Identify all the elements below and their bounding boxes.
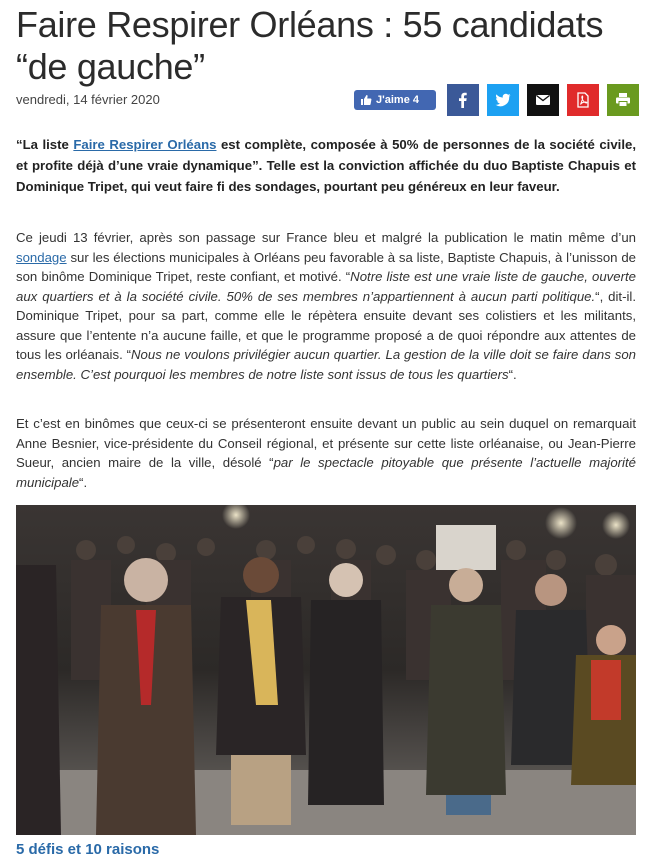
pdf-icon — [574, 91, 592, 109]
share-pdf-button[interactable] — [567, 84, 599, 116]
paragraph-text: “. — [508, 366, 517, 382]
print-icon — [614, 91, 632, 109]
facebook-like-button[interactable] — [354, 90, 436, 110]
article-lead — [16, 134, 636, 197]
paragraph-text: Ce jeudi 13 février, après son passage sur France bleu et malgré la publication le matin même d’un — [16, 230, 636, 245]
share-facebook-button[interactable] — [447, 84, 479, 116]
share-mail-button[interactable] — [527, 84, 559, 116]
article-paragraph — [16, 228, 636, 384]
article-date: vendredi, 14 février 2020 — [16, 92, 160, 107]
article-meta — [16, 84, 641, 118]
paragraph-text: Et c’est en binômes que ceux-ci se présenteront ensuite devant un public au sein duquel on remarquait Anne Besnier, vice-présidente du Conseil régional, et présente sur cette liste orléanaise, ou Jean-Pierre Sueur, ancien maire de la ville, désolé “ — [16, 416, 636, 470]
article-paragraph — [16, 414, 636, 492]
article-title: Faire Respirer Orléans : 55 candidats “de gauche” — [16, 4, 604, 87]
paragraph-text: “, dit-il. Dominique Tripet, pour sa part, comme elle le répètera ensuite devant ses colistiers et les militants, assure que l’entente n’a aucune faille, et que le programme proposé a de quoi répondre aux attentes de tous les orléanais. “ — [16, 288, 637, 362]
quote-text: Notre liste est une vraie liste de gauche, ouverte aux quartiers et à la société civile. 50% de ses membres n’appartiennent à aucun parti politique. — [16, 269, 636, 304]
lead-text: est complète, composée à 50% de personnes de la société civile, et profite déjà d’une vraie dynamique”. Telle est la conviction affichée du duo Baptiste Chapuis et Dominique Tripet, qui veut faire fi des sondages, pourtant peu généreux en leur faveur. — [16, 137, 636, 194]
mail-icon — [534, 91, 552, 109]
facebook-icon — [454, 91, 472, 109]
crowd-photo-illustration — [16, 505, 636, 835]
thumbs-up-icon — [360, 94, 372, 106]
twitter-icon — [494, 91, 512, 109]
article-photo — [16, 505, 636, 835]
lead-text: “La liste — [16, 137, 74, 152]
paragraph-text: sur les élections municipales à Orléans peu favorable à sa liste, Baptiste Chapuis, à l’unisson de son binôme Dominique Tripet, reste confiant, et motivé. “ — [16, 249, 636, 284]
sondage-link[interactable]: sondage — [16, 249, 67, 265]
like-label: J'aime 4 — [376, 94, 419, 106]
quote-text: par le spectacle pitoyable que présente l’actuelle majorité municipale — [16, 455, 636, 490]
quote-text: Nous ne voulons privilégier aucun quartier. La gestion de la ville doit se faire dans son ensemble. C’est pourquoi les membres de notre liste sont issus de tous les quartiers — [16, 347, 636, 382]
paragraph-text: “. — [79, 474, 88, 490]
share-twitter-button[interactable] — [487, 84, 519, 116]
share-print-button[interactable] — [607, 84, 639, 116]
faire-respirer-orleans-link[interactable]: Faire Respirer Orléans — [73, 137, 217, 152]
section-subheading: 5 défis et 10 raisons — [16, 841, 160, 858]
